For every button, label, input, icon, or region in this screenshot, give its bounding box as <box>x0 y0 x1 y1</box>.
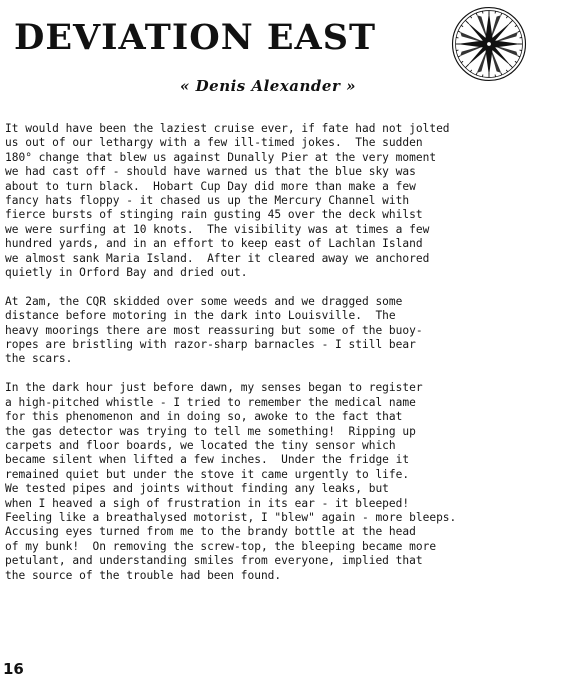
text-line: quietly in Orford Bay and dried out. <box>5 266 248 280</box>
text-line: fierce bursts of stinging rain gusting 45 over the deck whilst <box>5 208 423 222</box>
article-title: DEVIATION EAST <box>14 17 377 58</box>
text-line: fancy hats floppy - it chased us up the Mercury Channel with <box>5 194 410 208</box>
paragraph <box>5 122 571 280</box>
page-number: 16 <box>3 660 24 678</box>
text-line: of my bunk! On removing the screw-top, the bleeping became more <box>5 539 437 553</box>
text-line: We tested pipes and joints without finding any leaks, but <box>5 482 389 496</box>
text-line: remained quiet but under the stove it came urgently to life. <box>5 467 410 481</box>
paragraph <box>5 381 571 583</box>
text-line: became silent when lifted a few inches. Under the fridge it <box>5 453 410 467</box>
text-line: distance before motoring in the dark into Louisville. The <box>5 309 396 323</box>
text-line: about to turn black. Hobart Cup Day did more than make a few <box>5 179 416 193</box>
text-line: the scars. <box>5 352 73 366</box>
text-line: us out of our lethargy with a few ill-timed jokes. The sudden <box>5 136 423 150</box>
text-line: petulant, and understanding smiles from everyone, implied that <box>5 554 423 568</box>
text-line: for this phenomenon and in doing so, awoke to the fact that <box>5 410 403 424</box>
text-line: At 2am, the CQR skidded over some weeds and we dragged some <box>5 294 403 308</box>
text-line: 180° change that blew us against Dunally Pier at the very moment <box>5 150 437 164</box>
text-line: we almost sank Maria Island. After it cleared away we anchored <box>5 251 430 265</box>
text-line: carpets and floor boards, we located the tiny sensor which <box>5 438 396 452</box>
compass-rose-icon <box>451 6 527 82</box>
text-line: In the dark hour just before dawn, my senses began to register <box>5 381 423 395</box>
text-line: the source of the trouble had been found. <box>5 568 282 582</box>
text-line: a high-pitched whistle - I tried to remember the medical name <box>5 395 416 409</box>
article-body <box>5 122 571 583</box>
text-line: heavy moorings there are most reassuring but some of the buoy- <box>5 323 423 337</box>
text-line: the gas detector was trying to tell me something! Ripping up <box>5 424 416 438</box>
text-line: Accusing eyes turned from me to the brandy bottle at the head <box>5 525 416 539</box>
text-line: we were surfing at 10 knots. The visibility was at times a few <box>5 222 430 236</box>
author-byline: « Denis Alexander » <box>180 77 356 95</box>
paragraph <box>5 295 571 367</box>
text-line: hundred yards, and in an effort to keep east of Lachlan Island <box>5 237 423 251</box>
text-line: ropes are bristling with razor-sharp barnacles - I still bear <box>5 338 416 352</box>
text-line: we had cast off - should have warned us that the blue sky was <box>5 165 416 179</box>
text-line: Feeling like a breathalysed motorist, I "blew" again - more bleeps. <box>5 510 457 524</box>
text-line: when I heaved a sigh of frustration in its ear - it bleeped! <box>5 496 410 510</box>
text-line: It would have been the laziest cruise ever, if fate had not jolted <box>5 122 450 135</box>
